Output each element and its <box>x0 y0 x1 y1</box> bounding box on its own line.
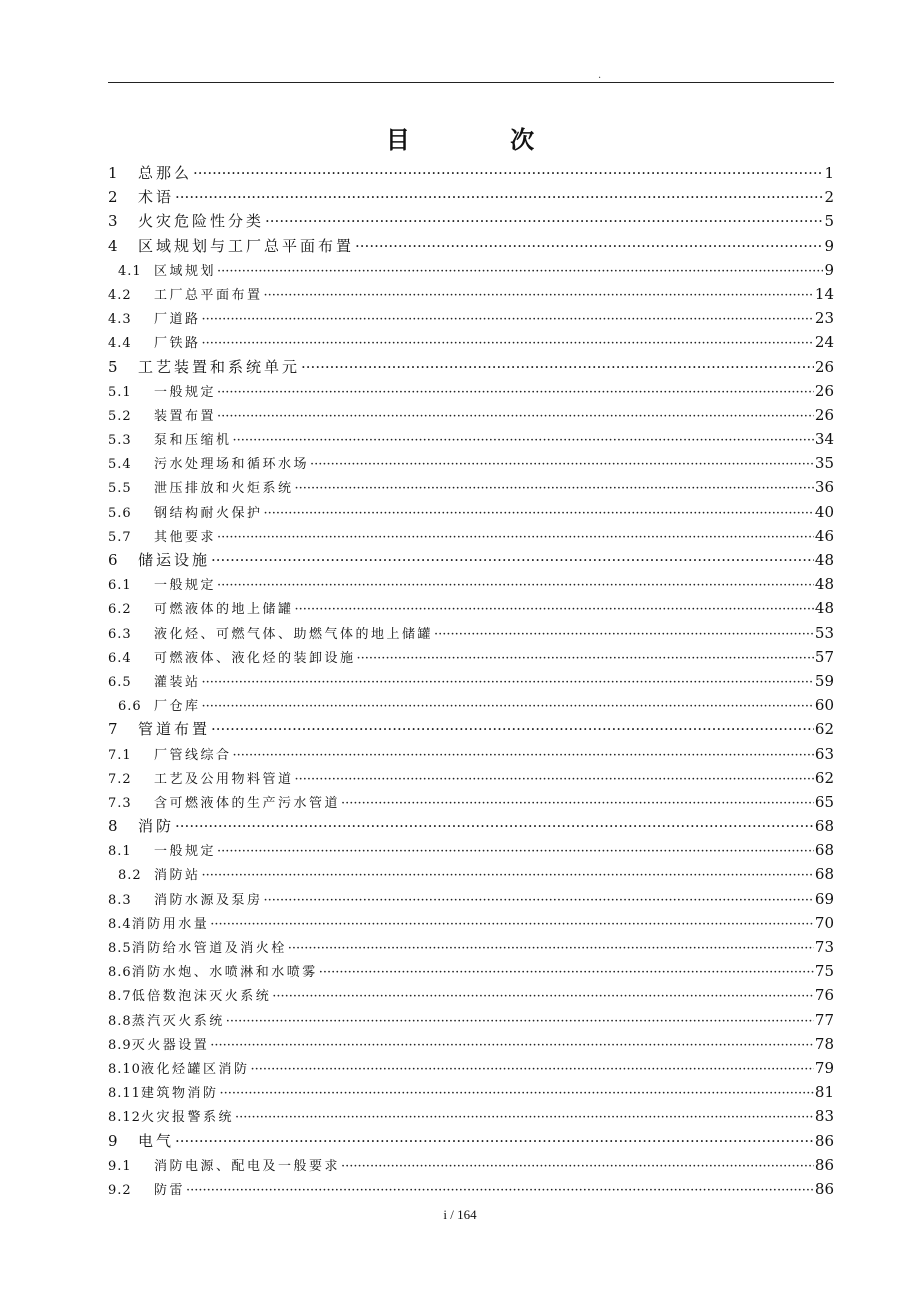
page-footer: i / 164 <box>443 1207 477 1222</box>
toc-dot-leader <box>210 1034 814 1058</box>
toc-title: 目 次 <box>385 126 581 154</box>
toc-dot-leader <box>319 961 814 985</box>
toc-entry-title: 工厂总平面布置 <box>154 287 263 303</box>
toc-dot-leader <box>355 234 823 258</box>
toc-dot-leader <box>202 695 814 719</box>
toc-section-entry[interactable] <box>108 1080 834 1104</box>
toc-dot-leader <box>202 671 814 695</box>
toc-section-entry[interactable] <box>108 645 834 669</box>
toc-section-entry[interactable] <box>108 935 834 959</box>
toc-entry-title: 消防水源及泵房 <box>154 892 263 908</box>
toc-entry-number: 7.2 <box>108 771 132 787</box>
toc-entry-title: 液化烃、可燃气体、助燃气体的地上储罐 <box>154 626 434 642</box>
toc-entry-page: 68 <box>814 817 834 836</box>
toc-entry-title: 泄压排放和火炬系统 <box>154 481 294 497</box>
toc-entry-page: 53 <box>814 623 834 642</box>
toc-entry-page: 48 <box>814 575 834 594</box>
toc-dot-leader <box>217 405 814 429</box>
toc-dot-leader <box>175 814 814 838</box>
toc-section-entry[interactable] <box>108 572 834 596</box>
toc-chapter-entry[interactable] <box>108 234 834 258</box>
toc-dot-leader <box>264 502 814 526</box>
toc-entry-page: 23 <box>814 309 834 328</box>
toc-entry-page: 26 <box>814 381 834 400</box>
toc-entry-number: 4.1 <box>118 263 142 279</box>
toc-entry-title: 储运设施 <box>138 551 211 569</box>
toc-entry-title: 消防用水量 <box>131 916 210 932</box>
toc-entry-title: 灭火器设置 <box>131 1037 210 1053</box>
toc-section-entry[interactable] <box>108 258 834 282</box>
toc-dot-leader <box>235 1106 814 1130</box>
toc-section-entry[interactable] <box>108 1177 834 1201</box>
toc-section-entry[interactable] <box>108 282 834 306</box>
toc-section-entry[interactable] <box>108 379 834 403</box>
toc-entry-title: 区域规划 <box>154 263 217 279</box>
toc-chapter-entry[interactable] <box>108 355 834 379</box>
toc-entry-page: 86 <box>814 1131 834 1150</box>
toc-entry-title: 消防电源、配电及一般要求 <box>154 1158 341 1174</box>
toc-entry-title: 区域规划与工厂总平面布置 <box>138 236 355 255</box>
toc-section-entry[interactable] <box>108 887 834 911</box>
toc-dot-leader <box>202 308 814 332</box>
toc-dot-leader <box>202 864 814 888</box>
toc-entry-title: 其他要求 <box>154 529 217 545</box>
toc-section-entry[interactable] <box>108 1104 834 1128</box>
toc-entry-title: 一般规定 <box>154 844 217 860</box>
toc-entry-title: 消防水炮、水喷淋和水喷雾 <box>131 965 318 981</box>
toc-entry-number: 8.1 <box>108 844 132 860</box>
toc-entry-number: 8.5 <box>108 941 132 956</box>
toc-chapter-entry[interactable] <box>108 185 834 209</box>
toc-entry-number: 8.12 <box>108 1110 141 1126</box>
toc-chapter-entry[interactable] <box>108 814 834 838</box>
toc-entry-number: 5.7 <box>108 529 132 545</box>
toc-section-entry[interactable] <box>108 790 834 814</box>
toc-entry-title: 蒸汽灭火系统 <box>131 1013 225 1029</box>
toc-section-entry[interactable] <box>108 959 834 983</box>
toc-entry-title: 泵和压缩机 <box>154 433 232 449</box>
toc-entry-number: 6.6 <box>118 699 142 715</box>
toc-entry-title: 术语 <box>138 188 175 207</box>
toc-entry-page: 62 <box>814 768 834 787</box>
toc-dot-leader <box>217 526 814 550</box>
toc-entry-number: 6.4 <box>108 650 132 666</box>
toc-dot-leader <box>217 840 814 864</box>
toc-dot-leader <box>233 744 814 768</box>
toc-dot-leader <box>211 717 814 741</box>
toc-section-entry[interactable] <box>108 983 834 1007</box>
toc-entry-number: 8.10 <box>108 1061 141 1077</box>
toc-entry-page: 26 <box>814 405 834 424</box>
toc-dot-leader <box>272 985 814 1009</box>
toc-dot-leader <box>217 381 814 405</box>
toc-dot-leader <box>175 1129 814 1153</box>
toc-chapter-entry[interactable] <box>108 717 834 741</box>
toc-entry-title: 工艺装置和系统单元 <box>138 357 301 376</box>
toc-dot-leader <box>265 209 823 233</box>
toc-dot-leader <box>341 1155 814 1179</box>
toc-entry-page: 81 <box>814 1083 834 1102</box>
toc-entry-page: 73 <box>814 938 834 956</box>
toc-entry-title: 厂管线综合 <box>154 747 232 763</box>
toc-entry-page: 40 <box>814 502 834 521</box>
toc-dot-leader <box>264 889 814 913</box>
toc-entry-number: 7.1 <box>108 747 132 763</box>
toc-entry-number: 8.2 <box>118 868 142 884</box>
toc-dot-leader <box>288 937 814 961</box>
toc-entry-page: 83 <box>814 1107 834 1126</box>
toc-entry-title: 污水处理场和循环水场 <box>154 457 310 473</box>
toc-dot-leader <box>295 768 814 792</box>
toc-dot-leader <box>295 477 814 501</box>
toc-dot-leader <box>357 647 814 671</box>
toc-entry-number: 4 <box>108 236 119 255</box>
toc-entry-number: 8.6 <box>108 965 132 981</box>
toc-entry-page: 63 <box>814 744 834 763</box>
toc-section-entry[interactable] <box>108 766 834 790</box>
toc-entry-page: 86 <box>814 1155 834 1174</box>
toc-entry-title: 消防 <box>138 817 175 836</box>
toc-dot-leader <box>217 260 823 284</box>
toc-entry-number: 9.2 <box>108 1182 132 1198</box>
toc-entry-title: 厂道路 <box>154 312 201 328</box>
toc-entry-number: 6 <box>108 551 119 569</box>
toc-entry-number: 5.3 <box>108 433 132 449</box>
toc-dot-leader <box>202 332 814 356</box>
toc-chapter-entry[interactable] <box>108 1129 834 1153</box>
toc-entry-title: 工艺及公用物料管道 <box>154 771 294 787</box>
toc-section-entry[interactable] <box>108 1056 834 1080</box>
toc-entry-number: 7.3 <box>108 795 132 811</box>
toc-section-entry[interactable] <box>108 1008 834 1032</box>
toc-section-entry[interactable] <box>108 451 834 475</box>
toc-entry-title: 厂仓库 <box>154 699 201 715</box>
toc-entry-page: 68 <box>814 841 834 860</box>
toc-entry-title: 火灾报警系统 <box>140 1110 234 1126</box>
toc-entry-page: 59 <box>814 671 834 690</box>
toc-entry-page: 34 <box>814 430 834 449</box>
toc-entry-title: 消防站 <box>154 868 201 884</box>
toc-entry-page: 36 <box>814 478 834 497</box>
toc-entry-title: 灌装站 <box>154 674 201 690</box>
toc-entry-page: 9 <box>824 236 834 255</box>
toc-dot-leader <box>193 161 823 185</box>
toc-entry-number: 2 <box>108 188 119 207</box>
toc-dot-leader <box>341 792 814 816</box>
toc-entry-number: 8.9 <box>108 1037 132 1053</box>
toc-entry-number: 8.3 <box>108 892 132 908</box>
toc-entry-page: 57 <box>814 647 834 666</box>
toc-entry-number: 6.1 <box>108 578 132 594</box>
toc-section-entry[interactable] <box>108 330 834 354</box>
toc-entry-title: 低倍数泡沫灭火系统 <box>131 989 272 1005</box>
toc-entry-page: 60 <box>814 696 834 715</box>
toc-entry-title: 总那么 <box>138 164 193 182</box>
toc-entry-number: 8 <box>108 817 119 836</box>
toc-section-entry[interactable] <box>108 427 834 451</box>
toc-entry-number: 8.4 <box>108 916 132 932</box>
toc-dot-leader <box>175 185 823 209</box>
toc-entry-number: 6.2 <box>108 602 132 618</box>
toc-entry-title: 一般规定 <box>154 578 217 594</box>
toc-section-entry[interactable] <box>108 862 834 886</box>
toc-entry-number: 8.7 <box>108 989 132 1005</box>
toc-entry-page: 26 <box>814 357 834 376</box>
toc-section-entry[interactable] <box>108 403 834 427</box>
toc-entry-number: 8.8 <box>108 1013 132 1029</box>
header-mark: . <box>598 70 602 81</box>
toc-section-entry[interactable] <box>108 1032 834 1056</box>
toc-entry-page: 48 <box>814 599 834 618</box>
toc-section-entry[interactable] <box>108 911 834 935</box>
toc-section-entry[interactable] <box>108 524 834 548</box>
toc-entry-number: 6.3 <box>108 626 132 642</box>
toc-entry-page: 1 <box>824 164 834 182</box>
toc-dot-leader <box>211 548 814 572</box>
toc-entry-number: 5.5 <box>108 481 132 497</box>
toc-entry-title: 厂铁路 <box>154 336 201 352</box>
toc-section-entry[interactable] <box>108 475 834 499</box>
toc-entry-number: 9.1 <box>108 1158 132 1174</box>
toc-entry-page: 79 <box>814 1058 834 1077</box>
toc-entry-number: 5.6 <box>108 505 132 521</box>
toc-dot-leader <box>264 284 814 308</box>
toc-entry-title: 可燃液体、液化烃的装卸设施 <box>154 650 356 666</box>
toc-entry-number: 8.11 <box>108 1086 141 1102</box>
toc-dot-leader <box>301 355 814 379</box>
toc-dot-leader <box>250 1058 813 1082</box>
toc-entry-page: 77 <box>814 1010 834 1029</box>
toc-entry-page: 68 <box>814 865 834 884</box>
toc-entry-title: 电气 <box>138 1131 175 1150</box>
toc-dot-leader <box>219 1082 813 1106</box>
toc-entry-number: 4.3 <box>108 312 132 328</box>
toc-chapter-entry[interactable] <box>108 548 834 572</box>
toc-dot-leader <box>233 429 814 453</box>
toc-entry-page: 78 <box>814 1034 834 1053</box>
toc-entry-number: 5.1 <box>108 384 132 400</box>
toc-entry-title: 液化烃罐区消防 <box>140 1061 250 1077</box>
toc-chapter-entry[interactable] <box>108 209 834 233</box>
toc-entry-page: 35 <box>814 454 834 473</box>
toc-section-entry[interactable] <box>108 669 834 693</box>
toc-section-entry[interactable] <box>108 693 834 717</box>
toc-entry-page: 9 <box>824 260 834 279</box>
toc-entry-page: 2 <box>824 188 834 207</box>
toc-entry-number: 4.2 <box>108 287 132 303</box>
toc-dot-leader <box>310 453 814 477</box>
toc-entry-page: 86 <box>814 1179 834 1198</box>
toc-section-entry[interactable] <box>108 742 834 766</box>
toc-entry-number: 4.4 <box>108 336 132 352</box>
toc-dot-leader <box>295 598 814 622</box>
toc-entry-number: 9 <box>108 1131 119 1150</box>
toc-entry-number: 1 <box>108 164 119 182</box>
toc-entry-title: 管道布置 <box>138 720 211 739</box>
toc-entry-page: 62 <box>814 720 834 739</box>
toc-section-entry[interactable] <box>108 596 834 620</box>
toc-section-entry[interactable] <box>108 306 834 330</box>
toc-section-entry[interactable] <box>108 621 834 645</box>
toc-dot-leader <box>217 574 814 598</box>
toc-entry-number: 3 <box>108 212 119 231</box>
toc-entry-number: 5.2 <box>108 408 132 424</box>
toc-entry-page: 24 <box>814 333 834 352</box>
toc-entry-title: 装置布置 <box>154 408 217 424</box>
toc-section-entry[interactable] <box>108 838 834 862</box>
toc-entry-title: 建筑物消防 <box>140 1086 219 1102</box>
toc-entry-page: 14 <box>814 284 834 303</box>
toc-entry-title: 一般规定 <box>154 384 217 400</box>
toc-entry-title: 钢结构耐火保护 <box>154 505 263 521</box>
toc-entry-page: 76 <box>814 986 834 1005</box>
toc-section-entry[interactable] <box>108 500 834 524</box>
toc-dot-leader <box>434 623 814 647</box>
toc-entry-title: 火灾危险性分类 <box>138 212 265 231</box>
toc-entry-page: 75 <box>814 962 834 981</box>
toc-entry-number: 6.5 <box>108 674 132 690</box>
toc-entry-title: 消防给水管道及消火栓 <box>131 941 287 956</box>
header-rule <box>108 82 834 83</box>
toc-dot-leader <box>210 913 814 937</box>
toc-entry-page: 48 <box>814 551 834 569</box>
toc-dot-leader <box>186 1179 814 1203</box>
toc-entry-number: 7 <box>108 720 119 739</box>
toc-entry-title: 含可燃液体的生产污水管道 <box>154 795 341 811</box>
toc-entry-number: 5.4 <box>108 457 132 473</box>
toc-entry-number: 5 <box>108 357 119 376</box>
toc-entry-page: 46 <box>814 526 834 545</box>
toc-entry-page: 70 <box>814 913 834 932</box>
toc-entry-page: 69 <box>814 889 834 908</box>
toc-entry-title: 防雷 <box>154 1182 186 1198</box>
toc-dot-leader <box>226 1010 814 1034</box>
table-of-contents <box>108 161 834 1201</box>
toc-entry-page: 65 <box>814 792 834 811</box>
toc-section-entry[interactable] <box>108 1153 834 1177</box>
toc-chapter-entry[interactable] <box>108 161 834 185</box>
toc-entry-title: 可燃液体的地上储罐 <box>154 602 294 618</box>
toc-entry-page: 5 <box>824 212 834 231</box>
